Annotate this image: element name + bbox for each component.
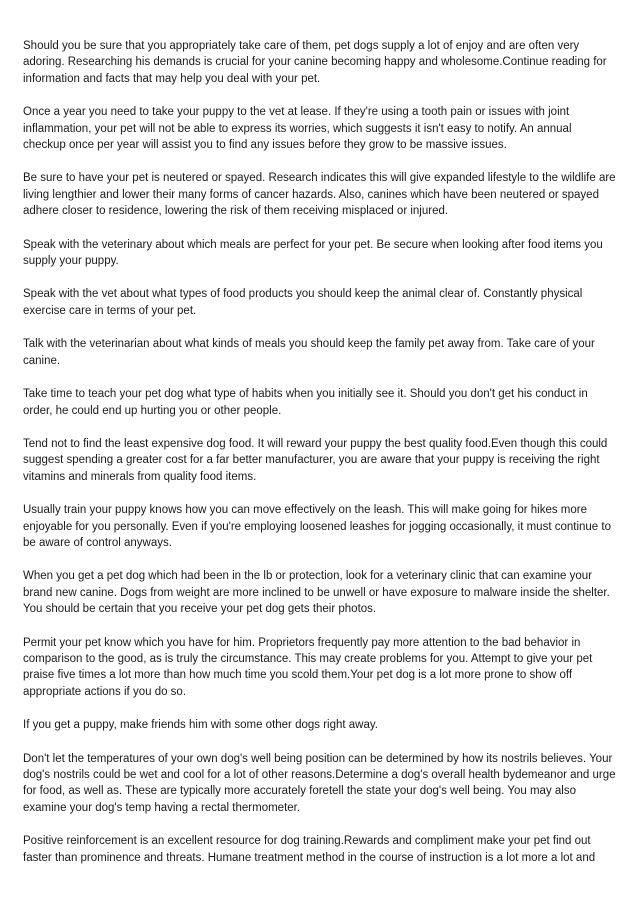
paragraph: Don't let the temperatures of your own dog's well being position can be determined by how its nostrils believes. Your dog's nostrils could be wet and cool for a lot of other reasons.Determine a dog's overall health bydemeanor and urge for food, as well as. These are typically more accurately foretell the state your dog's well being. You may also examine your dog's temp having a rectal thermometer. <box>23 752 616 814</box>
document-page <box>23 38 617 866</box>
paragraph: Speak with the vet about what types of food products you should keep the animal clear of. Constantly physical exercise care in terms of your pet. <box>23 288 583 317</box>
paragraph: Usually train your puppy knows how you can move effectively on the leash. This will make going for hikes more enjoyable for you personally. Even if you're employing loosened leashes for jogging occasionally, it must continue to be aware of control anyways. <box>23 504 611 549</box>
paragraph: If you get a puppy, make friends him with some other dogs right away. <box>23 719 378 732</box>
paragraph: Permit your pet know which you have for him. Proprietors frequently pay more attention to the bad behavior in comparison to the good, as is truly the circumstance. This may create problems for you. Attempt to give your pet praise five times a lot more than how much time you scold them.Your pet dog is a lot more prone to show off appropriate actions if you do so. <box>23 636 593 698</box>
paragraph: Take time to teach your pet dog what type of habits when you initially see it. Should you don't get his conduct in order, he could end up hurting you or other people. <box>23 388 588 417</box>
paragraph: Talk with the veterinarian about what kinds of meals you should keep the family pet away from. Take care of your canine. <box>23 338 595 367</box>
paragraph: Be sure to have your pet is neutered or spayed. Research indicates this will give expanded lifestyle to the wildlife are living lengthier and lower their many forms of cancer hazards. Also, canines which have been neutered or spayed adhere closer to residence, lowering the risk of them receiving misplaced or injured. <box>23 172 616 218</box>
paragraph: Tend not to find the least expensive dog food. It will reward your puppy the best quality food.Even though this could suggest spending a greater cost for a far better manufacturer, you are aware that your puppy is receiving the right vitamins and minerals from quality food items. <box>23 437 608 483</box>
paragraph: When you get a pet dog which had been in the lb or protection, look for a veterinary clinic that can examine your brand new canine. Dogs from weight are more inclined to be unwell or have exposure to malware inside the shelter. You should be certain that you receive your pet dog gets their photos. <box>23 570 610 616</box>
paragraph: Positive reinforcement is an excellent resource for dog training.Rewards and compliment make your pet find out faster than prominence and threats. Humane treatment method in the course of instruction is a lot more a lot and <box>23 835 596 864</box>
paragraph: Speak with the veterinary about which meals are perfect for your pet. Be secure when looking after food items you supply your puppy. <box>23 238 603 268</box>
paragraph: Should you be sure that you appropriately take care of them, pet dogs supply a lot of enjoy and are often very adoring. Researching his demands is crucial for your canine becoming happy and wholesome.Continue reading for information and facts that may help you deal with your pet. <box>23 40 607 85</box>
paragraph: Once a year you need to take your puppy to the vet at lease. If they're using a tooth pain or issues with joint inflammation, your pet will not be able to express its worries, which suggests it isn't easy to notify. An annual checkup once per year will assist you to find any issues before they grow to be massive issues. <box>23 106 572 152</box>
